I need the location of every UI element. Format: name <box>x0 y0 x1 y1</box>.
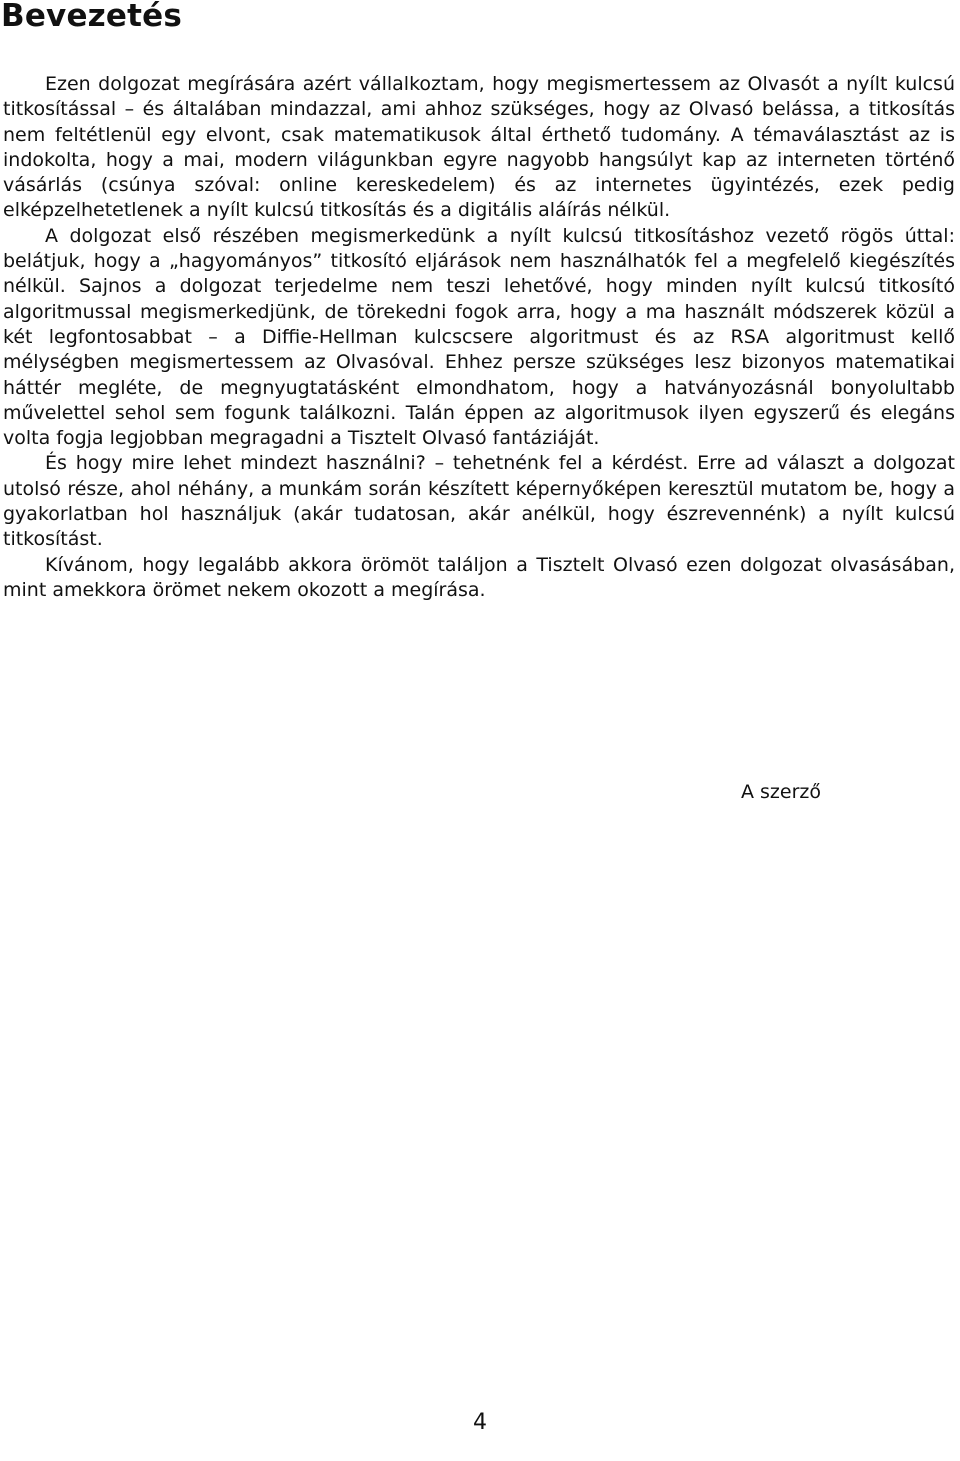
paragraph-structure: A dolgozat első részében megismerkedünk a nyílt kulcsú titkosításhoz vezető rögös úttal: belátjuk, hogy a „hagyományos” titkosító eljárások nem használhatók fel a megfelelő kiegészítés nélkül. Sajnos a dolgozat terjedelme nem teszi lehetővé, hogy minden nyílt kulcsú titkosító algoritmussal megismerkedjünk, de törekedni fogok arra, hogy a ma használt módszerek közül a két legfontosabbat – a Diffie-Hellman kulcscsere algoritmust és az RSA algoritmust kellő mélységben megismertessem az Olvasóval. Ehhez persze szükséges lesz bizonyos matematikai háttér megléte, de megnyugtatásként elmondhatom, hogy a hatványozásnál bonyolultabb művelettel sehol sem fogunk találkozni. Talán éppen az algoritmusok ilyen egyszerű és elegáns volta fogja legjobban megragadni a Tisztelt Olvasó fantáziáját. <box>3 224 955 450</box>
author-signature: A szerző <box>741 781 822 803</box>
page-number: 4 <box>473 1410 487 1435</box>
paragraph-usage: És hogy mire lehet mindezt használni? – tehetnénk fel a kérdést. Erre ad választ a dolgozat utolsó része, ahol néhány, a munkám során készített képernyőképen keresztül mutatom be, hogy a gyakorlatban hol használjuk (akár tudatosan, akár anélkül, hogy észrevennénk) a nyílt kulcsú titkosítást. <box>3 452 955 551</box>
body-text <box>3 72 955 603</box>
paragraph-intro: Ezen dolgozat megírására azért vállalkoztam, hogy megismertessem az Olvasót a nyílt kulcsú titkosítással – és általában mindazzal, ami ahhoz szükséges, hogy az Olvasó belássa, a titkosítás nem feltétlenül egy elvont, csak matematikusok által érthető tudomány. A témaválasztást az is indokolta, hogy a mai, modern világunkban egyre nagyobb hangsúlyt kap az interneten történő vásárlás (csúnya szóval: online kereskedelem) és az internetes ügyintézés, ezek pedig elképzelhetetlenek a nyílt kulcsú titkosítás és a digitális aláírás nélkül. <box>3 73 955 222</box>
paragraph-closing: Kívánom, hogy legalább akkora örömöt találjon a Tisztelt Olvasó ezen dolgozat olvasásában, mint amekkora örömet nekem okozott a megírása. <box>3 553 955 601</box>
page-title: Bevezetés <box>1 0 183 34</box>
